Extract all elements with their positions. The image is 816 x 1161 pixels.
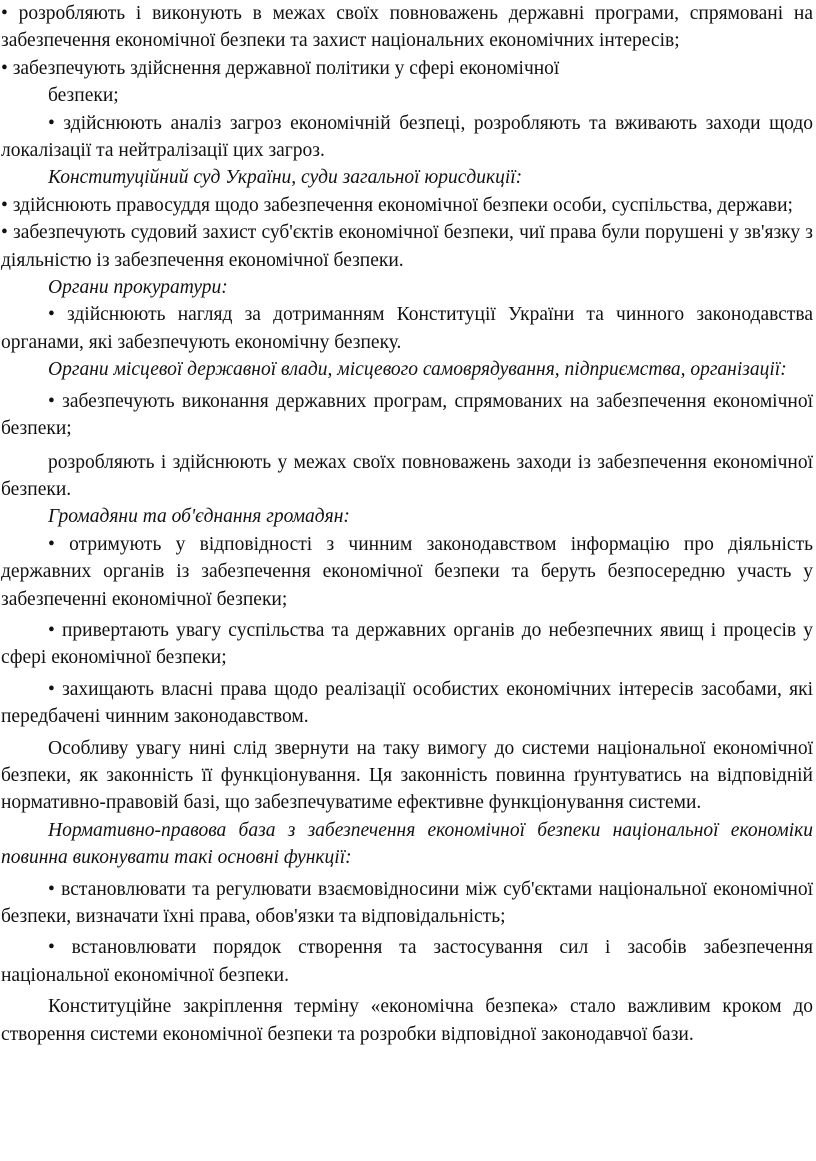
body-paragraph: розробляють і здійснюють у межах своїх повноважень заходи із забезпечення економічної безпеки. — [1, 451, 813, 500]
body-paragraph: Конституційне закріплення терміну «економічна безпека» стало важливим кроком до створення системи економічної безпеки та розробки відповідної законодавчої бази. — [1, 996, 813, 1045]
bullet-paragraph: • отримують у відповідності з чинним законодавством інформацію про діяльність державних органів із забезпечення економічної безпеки та беруть безпосередню участь у забезпеченні економічної безпеки; — [1, 533, 813, 610]
bullet-paragraph: • забезпечують судовий захист суб'єктів економічної безпеки, чиї права були порушені у зв'язку з діяльністю із забезпечення економічної безпеки. — [1, 222, 813, 271]
bullet-paragraph: • здійснюють правосуддя щодо забезпечення економічної безпеки особи, суспільства, держави; — [1, 194, 793, 216]
section-heading: Конституційний суд України, суди загальної юрисдикції: — [48, 167, 523, 189]
bullet-paragraph: • встановлювати та регулювати взаємовідносини між суб'єктами національної економічної безпеки, визначати їхні права, обов'язки та відповідальність; — [1, 878, 813, 927]
bullet-paragraph: • привертають увагу суспільства та державних органів до небезпечних явищ і процесів у сфері економічної безпеки; — [1, 619, 813, 669]
bullet-paragraph: • здійснюють аналіз загроз економічній безпеці, розробляють та вживають заходи щодо локалізації та нейтралізації цих загроз. — [1, 112, 813, 162]
section-heading: Громадяни та об'єднання громадян: — [48, 506, 350, 528]
bullet-paragraph: • встановлювати порядок створення та застосування сил і засобів забезпечення національної економічної безпеки. — [1, 937, 813, 986]
section-heading: Органи прокуратури: — [48, 277, 228, 299]
section-heading: Нормативно-правова база з забезпечення економічної безпеки національної економіки повинна виконувати такі основні функції: — [1, 819, 813, 869]
bullet-paragraph: • захищають власні права щодо реалізації особистих економічних інтересів засобами, які передбачені чинним законодавством. — [1, 678, 813, 728]
bullet-paragraph: • здійснюють нагляд за дотриманням Конституції України та чинного законодавства органами, які забезпечують економічну безпеку. — [1, 304, 813, 353]
body-paragraph: Особливу увагу нині слід звернути на таку вимогу до системи національної економічної безпеки, як законність її функціонування. Ця законність повинна ґрунтуватись на відповідній нормативно-правовій базі, що забезпечуватиме ефективне функціонування системи. — [1, 737, 813, 814]
bullet-paragraph: • забезпечують здійснення державної політики у сфері економічної — [1, 57, 560, 79]
bullet-paragraph: • забезпечують виконання державних програм, спрямованих на забезпечення економічної безпеки; — [1, 390, 813, 440]
bullet-paragraph: • розробляють і виконують в межах своїх повноважень державні програми, спрямовані на забезпечення економічної безпеки та захист національних економічних інтересів; — [1, 3, 813, 52]
section-heading: Органи місцевої державної влади, місцевого самоврядування, підприємства, організації: — [48, 359, 787, 381]
bullet-paragraph-continuation: безпеки; — [48, 85, 119, 107]
